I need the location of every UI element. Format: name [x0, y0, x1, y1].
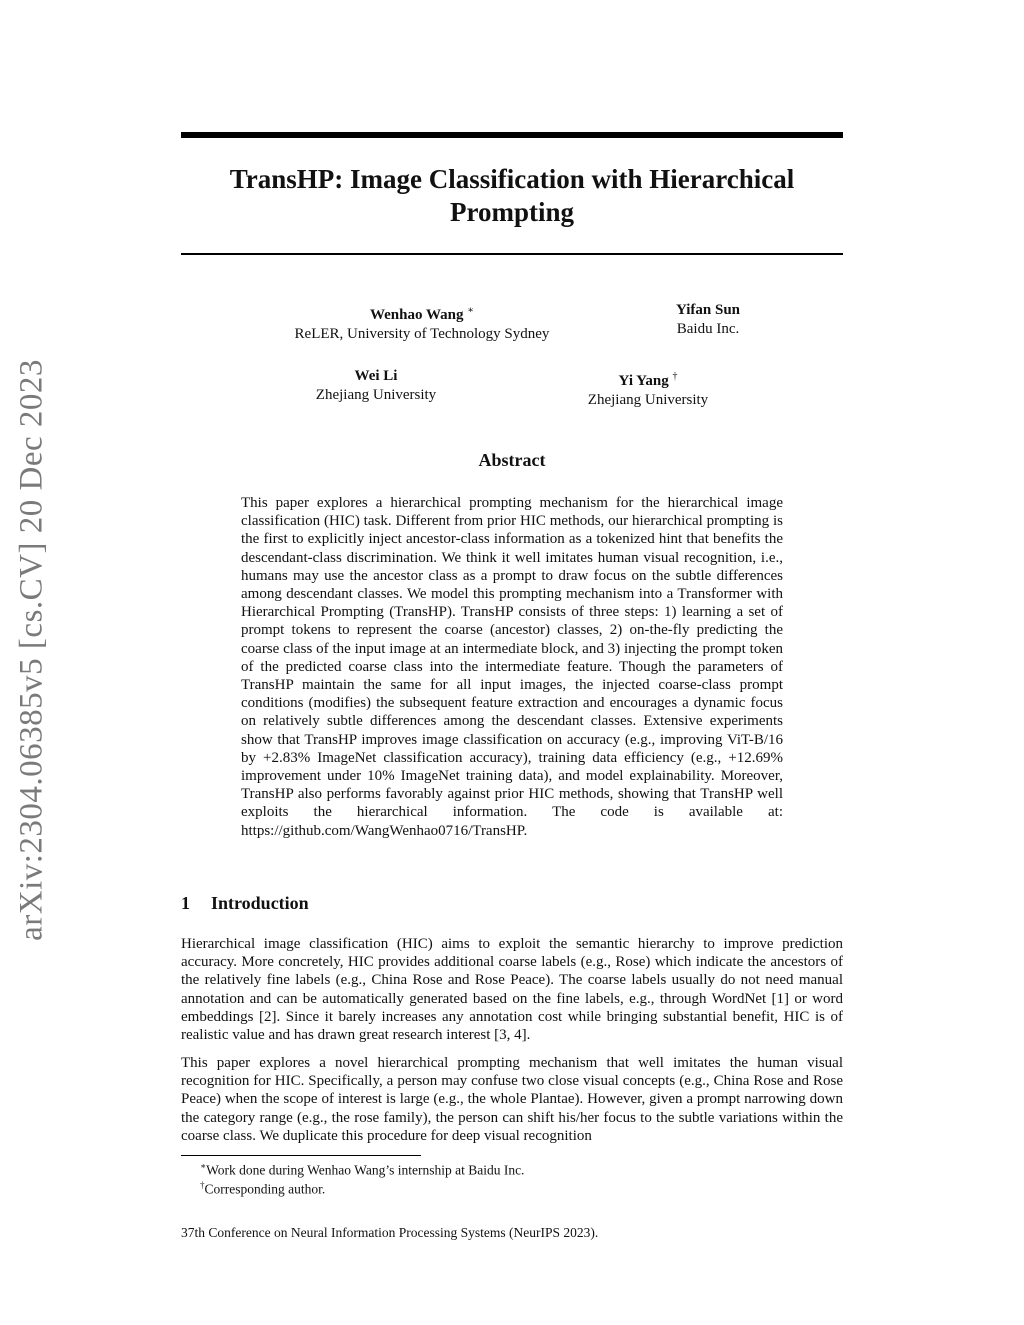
author-mark: ∗	[467, 305, 475, 316]
footnote-mark: ∗	[200, 1161, 207, 1171]
author-affiliation: Zhejiang University	[315, 387, 437, 403]
author-block	[276, 367, 476, 405]
title-rule-bottom	[181, 253, 843, 255]
author-name: Yi Yang	[618, 373, 669, 389]
author-name: Yifan Sun	[675, 302, 741, 318]
arxiv-stamp-text: arXiv:2304.06385v5 [cs.CV] 20 Dec 2023	[13, 359, 50, 941]
title-rule-top	[181, 132, 843, 138]
footnote-text: Corresponding author.	[204, 1181, 326, 1197]
section-heading	[181, 893, 309, 914]
footnote-rule	[181, 1155, 421, 1156]
abstract-text: This paper explores a hierarchical prompting mechanism for the hierarchical image classification (HIC) task. Different from prior HIC methods, our hierarchical prompting is the first to explicitly inject ancestor-class information as a tokenized hint that benefits the descendant-class discrimination. We think it well imitates human visual recognition, i.e., humans may use the ancestor class as a prompt to draw focus on the subtle differences among descendant classes. We model this prompting mechanism into a Transformer with Hierarchical Prompting (TransHP). TransHP consists of three steps: 1) learning a set of prompt tokens to represent the coarse (ancestor) classes, 2) on-the-fly predicting the coarse class of the input image at an intermediate block, and 3) injecting the prompt token of the predicted coarse class into the intermediate feature. Though the parameters of TransHP maintain the same for all input images, the injected coarse-class prompt conditions (modifies) the subsequent feature extraction and encourages a dynamic focus on relatively subtle differences among the descendant classes. Extensive experiments show that TransHP improves image classification on accuracy (e.g., improving ViT-B/16 by +2.83% ImageNet classification accuracy), training data efficiency (e.g., +12.69% improvement under 10% ImageNet training data), and model explainability. Moreover, TransHP also performs favorably against prior HIC methods, showing that TransHP well exploits the hierarchical information. The code is available at: https://github.com/WangWenhao0716/TransHP.	[241, 495, 783, 839]
author-affiliation: Baidu Inc.	[676, 321, 740, 337]
venue-note: 37th Conference on Neural Information Processing Systems (NeurIPS 2023).	[181, 1225, 599, 1240]
author-block	[548, 367, 748, 410]
footnote	[200, 1158, 524, 1179]
footnote-text: Work done during Wenhao Wang’s internship at Baidu Inc.	[206, 1162, 525, 1178]
author-mark: †	[672, 371, 678, 382]
author-block	[628, 301, 788, 339]
section-title: Introduction	[211, 893, 309, 913]
author-name: Wei Li	[354, 368, 398, 384]
footnote	[200, 1177, 325, 1198]
intro-paragraph: This paper explores a novel hierarchical prompting mechanism that well imitates the human visual recognition for HIC. Specifically, a person may confuse two close visual concepts (e.g., China Rose and Rose Peace) when the scope of interest is large (e.g., the whole Plantae). However, given a prompt narrowing down the category range (e.g., the rose family), the person can shift his/her focus to the subtle variations within the coarse class. We duplicate this procedure for deep visual recognition	[181, 1055, 843, 1144]
intro-paragraph: Hierarchical image classification (HIC) aims to exploit the semantic hierarchy to improve prediction accuracy. More concretely, HIC provides additional coarse labels (e.g., Rose) which indicate the ancestors of the relatively fine labels (e.g., China Rose and Rose Peace). The coarse labels usually do not need manual annotation and can be automatically generated based on the fine labels, e.g., through WordNet [1] or word embeddings [2]. Since it barely increases any annotation cost while bringing substantial benefit, HIC is of realistic value and has drawn great research interest [3, 4].	[181, 936, 843, 1044]
author-name: Wenhao Wang	[369, 307, 464, 323]
author-affiliation: Zhejiang University	[587, 392, 709, 408]
arxiv-stamp	[2, 360, 62, 940]
abstract-heading: Abstract	[478, 450, 546, 470]
section-number: 1	[181, 893, 190, 913]
paper-title: TransHP: Image Classification with Hierarchical Prompting	[229, 164, 795, 227]
author-affiliation: ReLER, University of Technology Sydney	[294, 326, 550, 342]
footnote-mark: †	[200, 1180, 205, 1190]
author-block	[262, 301, 582, 344]
